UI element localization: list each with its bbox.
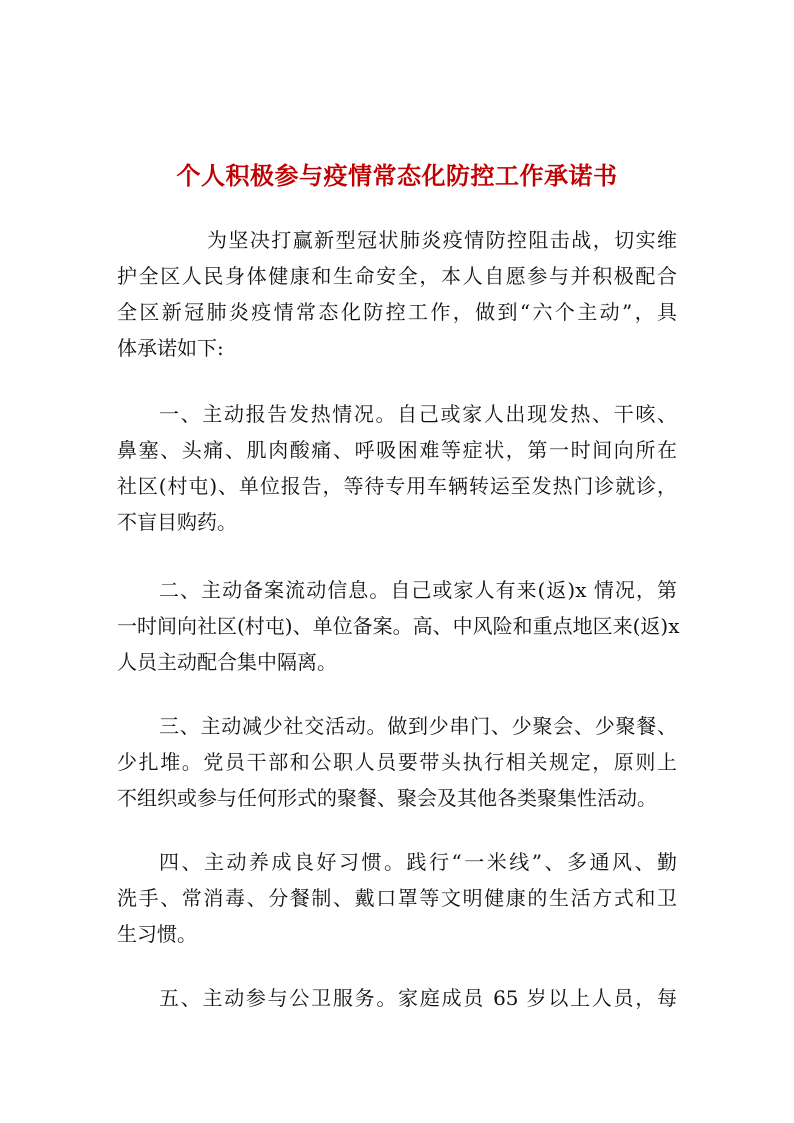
item-3-line-2: 少扎堆。党员干部和公职人员要带头执行相关规定，原则上 (117, 750, 677, 774)
item-1-paragraph (117, 396, 677, 540)
item-3-line-1: 三、主动减少社交活动。做到少串门、少聚会、少聚餐、 (159, 714, 677, 738)
item-1-line-4: 不盲目购药。 (117, 510, 237, 534)
item-2-line-3: 人员主动配合集中隔离。 (117, 650, 337, 674)
intro-line-3: 全区新冠肺炎疫情常态化防控工作，做到“六个主动”，具 (117, 300, 677, 324)
document-title: 个人积极参与疫情常态化防控工作承诺书 (176, 161, 618, 190)
item-3-line-3: 不组织或参与任何形式的聚餐、聚会及其他各类聚集性活动。 (117, 786, 657, 810)
item-5-paragraph (117, 980, 677, 1016)
item-1-line-2: 鼻塞、头痛、肌肉酸痛、呼吸困难等症状，第一时间向所在 (117, 438, 677, 462)
item-2-line-1: 二、主动备案流动信息。自己或家人有来(返)x 情况，第 (159, 578, 677, 602)
item-4-line-3: 生习惯。 (117, 922, 197, 946)
item-4-paragraph (117, 844, 677, 952)
intro-paragraph (117, 222, 677, 366)
item-1-line-3: 社区(村屯)、单位报告，等待专用车辆转运至发热门诊就诊， (117, 474, 677, 498)
item-4-line-2: 洗手、常消毒、分餐制、戴口罩等文明健康的生活方式和卫 (117, 886, 677, 910)
item-3-paragraph (117, 708, 677, 816)
intro-line-4: 体承诺如下: (117, 336, 224, 360)
item-5-line-1: 五、主动参与公卫服务。家庭成员 65 岁以上人员，每 (159, 986, 677, 1010)
item-4-line-1: 四、主动养成良好习惯。践行“一米线”、多通风、勤 (159, 850, 677, 874)
item-2-paragraph (117, 572, 680, 680)
item-2-line-2: 一时间向社区(村屯)、单位备案。高、中风险和重点地区来(返)x (117, 614, 680, 638)
intro-line-1: 为坚决打赢新型冠状肺炎疫情防控阻击战，切实维 (207, 228, 677, 252)
item-1-line-1: 一、主动报告发热情况。自己或家人出现发热、干咳、 (159, 402, 677, 426)
intro-line-2: 护全区人民身体健康和生命安全，本人自愿参与并积极配合 (117, 264, 677, 288)
